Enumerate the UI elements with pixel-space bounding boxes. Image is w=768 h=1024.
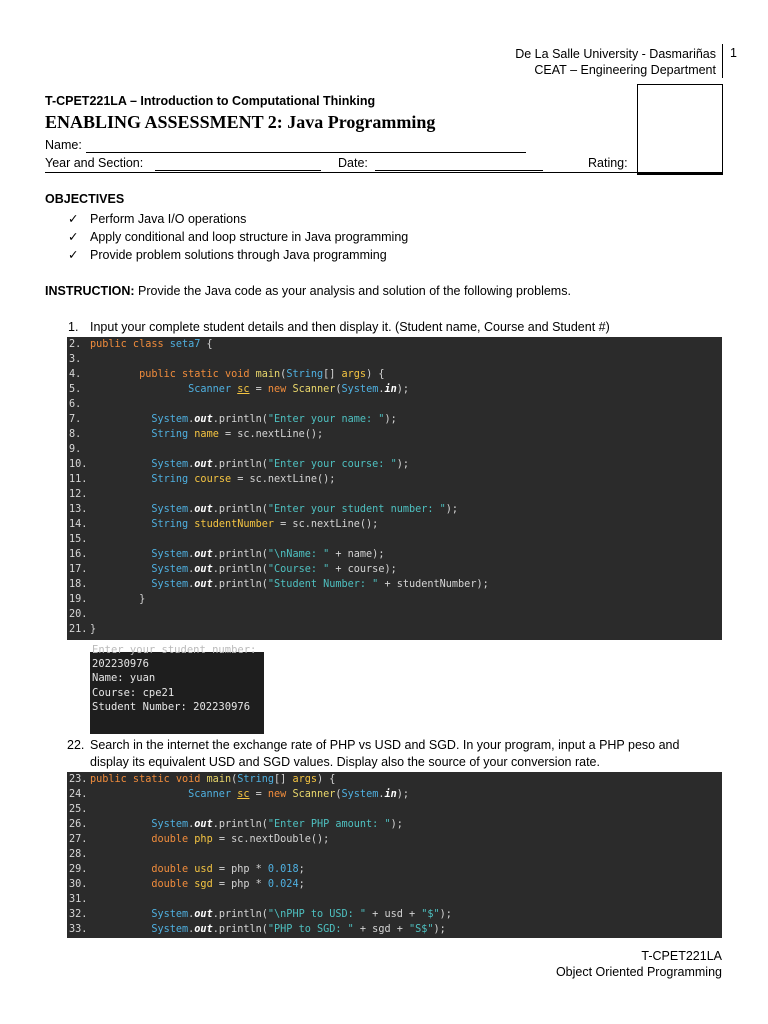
- check-icon: ✓: [68, 230, 79, 244]
- line-number: 29.: [69, 864, 88, 875]
- code-line: System.out.println("PHP to SGD: " + sgd + "S$");: [151, 924, 446, 935]
- line-number: 4.: [69, 369, 82, 380]
- code-line: String course = sc.nextLine();: [151, 474, 336, 485]
- code-line: System.out.println("Enter your course: ");: [151, 459, 409, 470]
- date-field[interactable]: [375, 156, 543, 170]
- date-label: Date:: [338, 156, 368, 170]
- console-line: 202230976: [92, 658, 149, 671]
- code-block-2: [67, 772, 722, 938]
- fields-rule: [45, 172, 722, 173]
- code-line: double sgd = php * 0.024;: [151, 879, 305, 890]
- rating-box: [637, 84, 723, 175]
- question-22-line2: display its equivalent USD and SGD values. Display also the source of your conversion rate.: [90, 755, 600, 769]
- line-number: 32.: [69, 909, 88, 920]
- code-line: public static void main(String[] args) {: [139, 369, 385, 380]
- question-1-number: 1.: [68, 320, 79, 334]
- line-number: 25.: [69, 804, 88, 815]
- line-number: 10.: [69, 459, 88, 470]
- code-line: System.out.println("\nPHP to USD: " + usd + "$");: [151, 909, 452, 920]
- line-number: 6.: [69, 399, 82, 410]
- page-title: ENABLING ASSESSMENT 2: Java Programming: [45, 112, 436, 132]
- code-line: Scanner sc = new Scanner(System.in);: [188, 384, 410, 395]
- check-icon: ✓: [68, 248, 79, 262]
- name-label: Name:: [45, 138, 82, 152]
- header-institution: [515, 46, 716, 78]
- objectives-heading: OBJECTIVES: [45, 192, 125, 206]
- course-line: T-CPET221LA – Introduction to Computational Thinking: [45, 94, 376, 108]
- line-number: 19.: [69, 594, 88, 605]
- line-number: 31.: [69, 894, 88, 905]
- line-number: 12.: [69, 489, 88, 500]
- code-line: }: [90, 594, 146, 605]
- code-line: public static void main(String[] args) {: [90, 774, 336, 785]
- line-number: 20.: [69, 609, 88, 620]
- objective-item: ✓ Provide problem solutions through Java programming: [68, 248, 387, 262]
- code-line: System.out.println("\nName: " + name);: [151, 549, 385, 560]
- objective-item: ✓ Perform Java I/O operations: [68, 212, 247, 226]
- line-number: 24.: [69, 789, 88, 800]
- line-number: 23.: [69, 774, 88, 785]
- code-line: Scanner sc = new Scanner(System.in);: [188, 789, 410, 800]
- line-number: 2.: [69, 339, 82, 350]
- line-number: 15.: [69, 534, 88, 545]
- code-line: String studentNumber = sc.nextLine();: [151, 519, 379, 530]
- line-number: 27.: [69, 834, 88, 845]
- console-output: [90, 644, 264, 734]
- code-block-1: [67, 337, 722, 640]
- date-underline: [375, 170, 543, 171]
- line-number: 8.: [69, 429, 82, 440]
- line-number: 16.: [69, 549, 88, 560]
- department-name: CEAT – Engineering Department: [534, 63, 716, 77]
- code-line: double php = sc.nextDouble();: [151, 834, 330, 845]
- footer-code: T-CPET221LA: [641, 949, 722, 963]
- question-22-number: 22.: [67, 738, 85, 752]
- page-number: 1: [730, 46, 737, 60]
- line-number: 33.: [69, 924, 88, 935]
- line-number: 7.: [69, 414, 82, 425]
- line-number: 17.: [69, 564, 88, 575]
- line-number: 28.: [69, 849, 88, 860]
- line-number: 14.: [69, 519, 88, 530]
- line-number: 30.: [69, 879, 88, 890]
- footer-subject: Object Oriented Programming: [555, 965, 722, 979]
- year-section-underline: [155, 170, 321, 171]
- question-1-text: Input your complete student details and then display it. (Student name, Course and Student #): [90, 320, 610, 334]
- console-line: Name: yuan: [92, 672, 156, 685]
- line-number: 5.: [69, 384, 82, 395]
- name-field[interactable]: [86, 138, 526, 153]
- code-line: }: [90, 624, 97, 635]
- objectives-list: [68, 210, 408, 264]
- line-number: 21.: [69, 624, 88, 635]
- console-line: Course: cpe21: [92, 686, 175, 699]
- rating-label: Rating:: [588, 156, 628, 170]
- code-line: System.out.println("Enter PHP amount: ");: [151, 819, 403, 830]
- line-number: 9.: [69, 444, 82, 455]
- header-divider: [722, 44, 723, 78]
- objective-item: ✓ Apply conditional and loop structure in Java programming: [68, 230, 409, 244]
- question-22-line1: Search in the internet the exchange rate of PHP vs USD and SGD. In your program, input a PHP peso and: [90, 738, 680, 752]
- check-icon: ✓: [68, 212, 79, 226]
- code-line: double usd = php * 0.018;: [151, 864, 305, 875]
- console-clipped-line: Enter your student number:: [92, 644, 257, 656]
- line-number: 18.: [69, 579, 88, 590]
- code-line: System.out.println("Course: " + course);: [151, 564, 397, 575]
- year-section-field[interactable]: [155, 156, 321, 170]
- footer: [556, 948, 722, 980]
- instruction: INSTRUCTION: Provide the Java code as your analysis and solution of the following problems.: [45, 284, 571, 298]
- code-line: public class seta7 {: [90, 339, 213, 350]
- code-line: System.out.println("Student Number: " + studentNumber);: [151, 579, 489, 590]
- console-line: Student Number: 202230976: [92, 700, 251, 713]
- code-line: System.out.println("Enter your name: ");: [151, 414, 397, 425]
- line-number: 13.: [69, 504, 88, 515]
- line-number: 26.: [69, 819, 88, 830]
- year-section-label: Year and Section:: [45, 156, 144, 170]
- code-line: String name = sc.nextLine();: [151, 429, 324, 440]
- line-number: 11.: [69, 474, 88, 485]
- code-line: System.out.println("Enter your student number: ");: [151, 504, 459, 515]
- line-number: 3.: [69, 354, 82, 365]
- university-name: De La Salle University - Dasmariñas: [515, 47, 716, 61]
